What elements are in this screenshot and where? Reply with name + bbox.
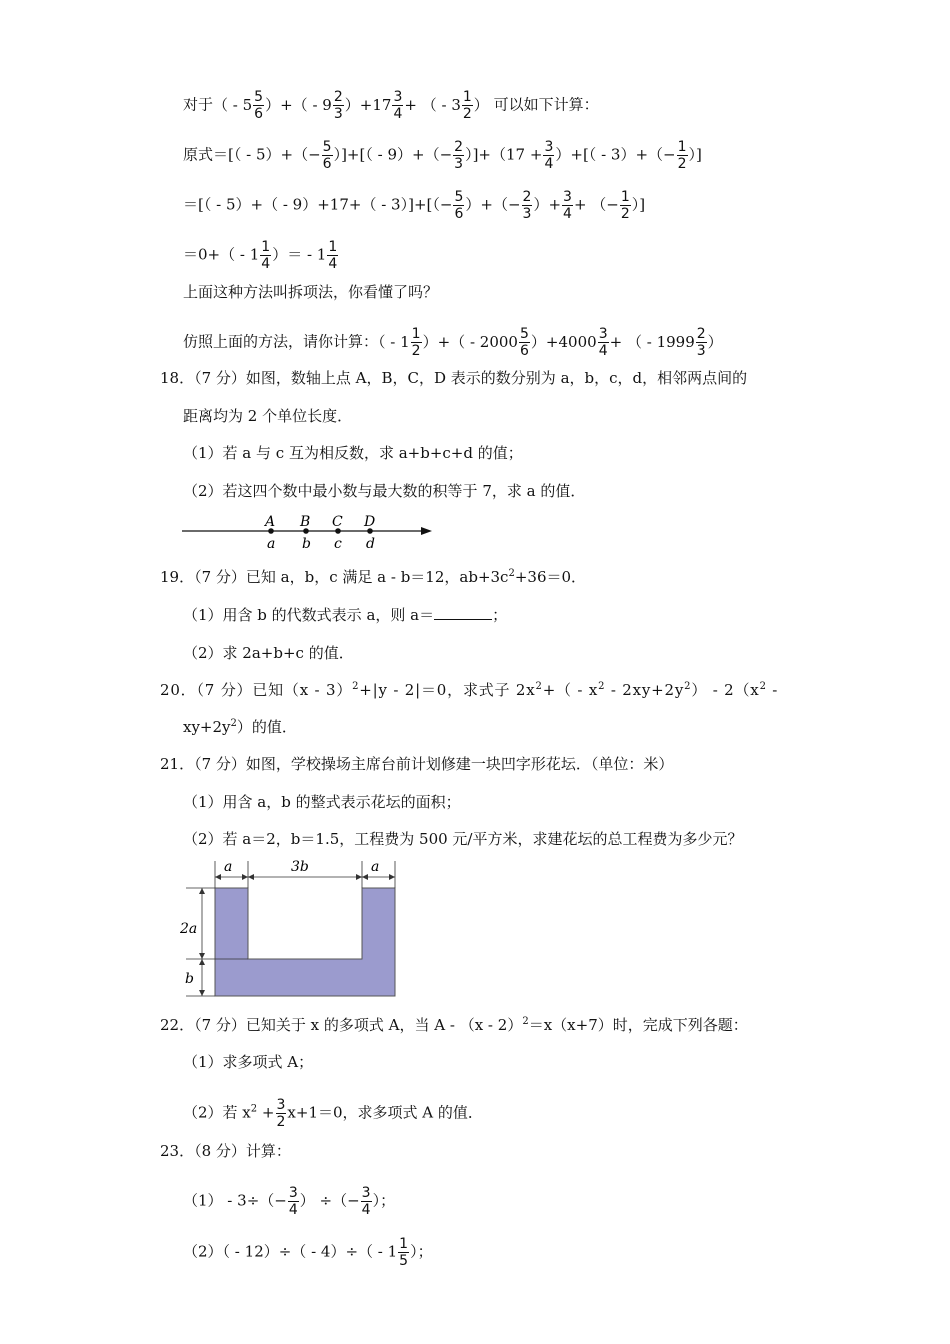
label-3b: 3b [291,859,309,875]
intro-step3 [183,240,339,271]
q21-line1 [160,754,673,774]
label-a-right: a [371,859,380,875]
q18-line1 [160,368,747,388]
q18-number: 18． [160,369,195,387]
point-label-D: D [364,514,376,530]
step2-mid3: + （− [573,195,619,214]
q23-line1 [160,1141,291,1161]
step2-frac-b: $\frac{2}{3}$ [522,189,532,222]
intro-term-0: （ - 5 $\frac{5}{6}$ ） [213,89,281,122]
step1-part-c: +[（ - 3）+（− [570,145,676,164]
q22-text-tail: ＝x（x+7）时，完成下列各题： [528,1016,748,1034]
q20-line2: $xy+2y^2$）的值． [183,718,297,736]
q22-p2-plus: + [257,1103,275,1122]
step1-prefix: 原式＝[（ - 5）+（− [183,145,321,164]
intro-expression [213,89,489,122]
q20-l1c: +（ - x [542,681,599,699]
q19-text-tail: +36＝0． [514,568,587,586]
step1-frac-b: $\frac{2}{3}$ [454,139,464,172]
step2-frac-c: $\frac{3}{4}$ [563,189,572,222]
task-lead: 仿照上面的方法，请你计算： [183,332,379,351]
q19-text: 已知 a，b，c 满足 a - b＝12，ab+3c [245,568,509,586]
flowerbed-shape [215,888,395,996]
point-value-b: b [302,536,311,552]
q23-text: 计算： [245,1142,291,1160]
q20-l1e: ） - 2（x [691,681,760,699]
intro-term-1: +（ - 9 $\frac{2}{3}$ ） [280,89,360,122]
step2-frac-d: $\frac{1}{2}$ [620,189,630,222]
task-expression [378,326,723,359]
point-value-c: c [334,536,342,552]
q20-l1d: - 2xy+2y [605,681,685,699]
q22-frac: $\frac{3}{2}$ [276,1097,286,1130]
intro-note: 上面这种方法叫拆项法，你看懂了吗？ [183,283,439,301]
q18-part1: （1）若 a 与 c 互为相反数，求 a+b+c+d 的值； [183,444,523,462]
q19-part2: （2）求 2a+b+c 的值． [183,644,354,662]
q23-score: （8 分） [194,1142,246,1160]
q21-score: （7 分） [194,755,246,773]
q18-text1: 如图，数轴上点 A，B，C，D 表示的数分别为 a，b，c，d，相邻两点间的 [245,369,748,387]
intro-expression-line [183,90,599,121]
q22-number: 22． [160,1016,195,1034]
point-label-A: A [265,514,276,530]
q23-p1-mid: ） ÷（− [299,1191,360,1210]
point-value-d: d [366,536,375,552]
q19-number: 19． [160,568,195,586]
step1-part-a: ]+[（ - 9）+（− [341,145,453,164]
step1-frac-a: $\frac{5}{6}$ [322,139,332,172]
q21-number: 21． [160,755,195,773]
q19-score: （7 分） [194,568,246,586]
step2-frac-a: $\frac{5}{6}$ [454,189,464,222]
step1-frac-c: $\frac{3}{4}$ [544,139,554,172]
q20-l1b: +|y - 2|＝0，求式子 2x [359,681,536,699]
step3-frac-b: $\frac{1}{4}$ [328,239,338,272]
intro-lead: 对于 [183,95,214,114]
step3-frac-a: $\frac{1}{4}$ [261,239,271,272]
q21-flowerbed-figure [178,855,400,1000]
q18-line2: 距离均为 2 个单位长度． [183,407,353,425]
point-value-a: a [267,536,276,552]
step1-frac-d: $\frac{1}{2}$ [677,139,687,172]
q19-part1 [183,605,507,625]
step2-mid1: +（− [480,195,521,214]
q23-p2-lead: （2）（ - 12）÷（ - 4）÷（ - 1 [183,1242,398,1261]
intro-task [183,327,723,358]
q20-number: 20． [160,681,197,699]
q21-part2: （2）若 a＝2，b＝1.5，工程费为 500 元/平方米，求建花坛的总工程费为多少元？ [183,830,743,848]
task-term-3: + （ - 1999 $\frac{2}{3}$ ） [609,326,723,359]
q21-part1: （1）用含 a，b 的整式表示花坛的面积； [183,793,461,811]
q23-number: 23． [160,1142,195,1160]
step2-end: ] [639,195,646,214]
point-label-C: C [332,514,343,530]
q23-p1-tail: ）； [372,1191,396,1210]
step1-part-b: ]+（17 + [472,145,543,164]
q20-l2: xy+2y [183,718,231,736]
q22-score: （7 分） [194,1016,246,1034]
intro-step2: ＝[（ - 5）+（ - 9）+17+（ - 3）]+[（− $\frac{5}{6}$ ）+（− $\frac{2}{3}$ ）+ $\frac{3}{4}$ + （− $\frac{1}{2}$ ）] [183,189,646,222]
answer-blank[interactable] [434,605,492,620]
q19-part1-text: （1）用含 b 的代数式表示 a，则 a＝ [183,606,435,624]
q22-text: 已知关于 x 的多项式 A，当 A - （x - 2） [245,1016,523,1034]
q23-p1-frac-b: $\frac{3}{4}$ [361,1185,371,1218]
q20-l2-tail: ）的值． [236,718,297,736]
step2-prefix: ＝[（ - 5）+（ - 9）+17+（ - 3）]+[（− [183,195,453,214]
step2-mid2: + [548,195,562,214]
intro-tail: 可以如下计算： [493,95,599,114]
q22-line1: 22．（7 分）已知关于 x 的多项式 A，当 A - （x - 2）$^2$＝x（x+7）时，完成下列各题： [160,1016,748,1034]
label-b: b [185,971,194,987]
q21-text: 如图，学校操场主席台前计划修建一块凹字形花坛．（单位：米） [245,755,674,773]
step1-end: ] [696,145,702,164]
intro-term-3: + （ - 3 $\frac{1}{2}$ ） [404,89,489,122]
q23-p1-frac-a: $\frac{3}{4}$ [288,1185,298,1218]
label-a-left: a [224,859,233,875]
q23-p2-frac: $\frac{1}{5}$ [399,1236,409,1269]
q20-l1a: 已知（x - 3） [252,681,353,699]
q18-number-line-figure [180,510,440,555]
q20-score: （7 分） [196,681,253,699]
arrow-icon [421,527,432,535]
task-term-2: +4000 $\frac{3}{4}$ [545,326,608,359]
q19-line1: 19．（7 分）已知 a，b，c 满足 a - b＝12，$ab+3c^2+36=0$． [160,568,587,586]
q20-line1: 20．（7 分）已知（x - 3）$^2$+|y - 2|＝0，求式子 $2x^2+( - x^2 - 2xy+2y^2) - 2(x^2$ - [160,681,779,699]
q22-part1: （1）求多项式 A； [183,1053,314,1071]
point-label-B: B [300,514,311,530]
q18-part2: （2）若这四个数中最小数与最大数的积等于 7，求 a 的值． [183,482,586,500]
task-term-1: +（ - 2000 $\frac{5}{6}$ ） [437,326,546,359]
q22-p2-tail: x+1＝0，求多项式 A 的值． [287,1103,483,1122]
task-term-0: （ - 1 $\frac{1}{2}$ ） [378,326,438,359]
q18-score: （7 分） [194,369,246,387]
intro-step1: 原式＝[（ - 5）+（− $\frac{5}{6}$ ）]+[（ - 9）+（− $\frac{2}{3}$ ）]+（17 + $\frac{3}{4}$ ）+[（ - 3）+（− $\frac{1}{2}$ ）] [183,139,702,172]
label-2a: 2a [180,921,198,937]
q23-p2-tail: ）； [410,1242,433,1261]
step3-prefix: ＝0+（ - 1 [183,245,260,264]
q23-part2 [183,1237,433,1268]
q19-part1-tail: ； [492,606,508,624]
q20-l1f: - [766,681,779,699]
q23-part1 [183,1186,395,1217]
intro-term-2: +17 $\frac{3}{4}$ [359,89,403,122]
q22-p2-lead: （2）若 x [183,1103,251,1122]
q22-part2: （2）若 $x^2$ + $\frac{3}{2}$ x+1＝0，求多项式 A 的值． [183,1097,483,1130]
step3-mid: ）＝ - 1 [272,245,327,264]
q23-p1-lead: （1） - 3÷（− [183,1191,287,1210]
